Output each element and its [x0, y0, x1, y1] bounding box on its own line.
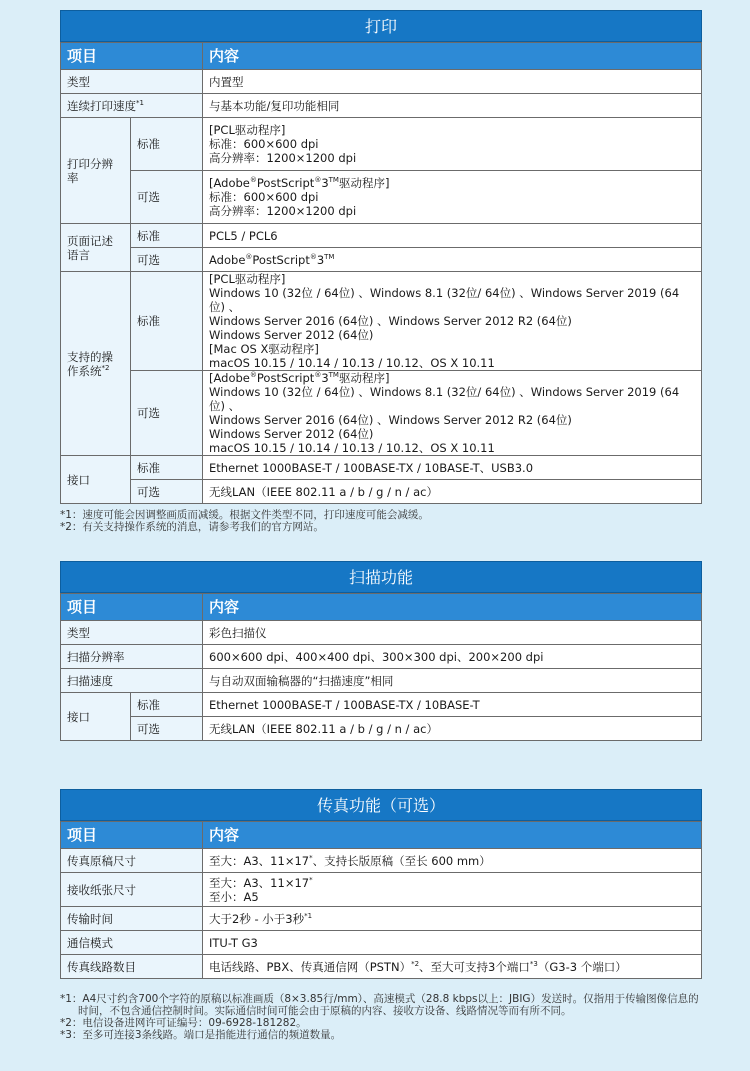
standard-label: 标准	[131, 118, 203, 171]
table-row	[61, 70, 702, 94]
optional-label: 可选	[131, 171, 203, 224]
header-item: 项目	[61, 43, 203, 70]
footnote: *1：速度可能会因调整画质而减缓。根据文件类型不同，打印速度可能会减缓。	[60, 509, 429, 521]
table-row	[61, 717, 702, 741]
footnote: *3：至多可连接3条线路。端口是指能进行通信的频道数量。	[60, 1029, 342, 1041]
table-row	[61, 272, 702, 371]
table-row	[61, 931, 702, 955]
standard-label: 标准	[131, 272, 203, 371]
table-row	[61, 371, 702, 456]
print-section-title: 打印	[60, 10, 702, 42]
comm-mode-label: 通信模式	[61, 931, 203, 955]
print-resolution-label: 打印分辨率	[61, 118, 131, 224]
table-row	[61, 248, 702, 272]
interface-label: 接口	[61, 456, 131, 504]
print-resolution-optional: [Adobe®PostScript®3™驱动程序] 标准：600×600 dpi 高分辨率：1200×1200 dpi	[203, 171, 702, 224]
scan-section	[60, 561, 702, 741]
speed-value: 与基本功能/复印功能相同	[203, 94, 702, 118]
table-row	[61, 224, 702, 248]
footnote: *2：电信设备进网许可证编号：09-6928-181282。	[60, 1017, 307, 1029]
table-header-row	[61, 822, 702, 849]
print-spec-table	[60, 42, 702, 504]
header-content: 内容	[203, 822, 702, 849]
table-row	[61, 480, 702, 504]
table-row	[61, 171, 702, 224]
standard-label: 标准	[131, 693, 203, 717]
scan-speed-label: 扫描速度	[61, 669, 203, 693]
pdl-standard: PCL5 / PCL6	[203, 224, 702, 248]
fax-lines-label: 传真线路数目	[61, 955, 203, 979]
interface-optional: 无线LAN（IEEE 802.11 a / b / g / n / ac）	[203, 717, 702, 741]
interface-optional: 无线LAN（IEEE 802.11 a / b / g / n / ac）	[203, 480, 702, 504]
type-label: 类型	[61, 70, 203, 94]
table-row	[61, 118, 702, 171]
transmission-time-label: 传输时间	[61, 907, 203, 931]
print-notes	[60, 509, 710, 533]
table-row	[61, 955, 702, 979]
fax-section	[60, 789, 702, 979]
os-label: 支持的操作系统$^{*2}$	[61, 272, 131, 456]
fax-spec-table	[60, 821, 702, 979]
fax-lines-value: 电话线路、PBX、传真通信网（PSTN）$^{*2}$、至大可支持3个端口$^{*3}$（G3-3 个端口）	[203, 955, 702, 979]
footnote: *1：A4尺寸约含700个字符的原稿以标准画质（8×3.85行/mm）、高速模式（28.8 kbps以上：JBIG）发送时。仅指用于传输图像信息的	[60, 993, 699, 1005]
speed-label: 连续打印速度$^{*1}$	[61, 94, 203, 118]
print-section	[60, 10, 702, 504]
standard-label: 标准	[131, 224, 203, 248]
fax-notes	[60, 993, 710, 1041]
header-content: 内容	[203, 43, 702, 70]
optional-label: 可选	[131, 480, 203, 504]
standard-label: 标准	[131, 456, 203, 480]
table-row	[61, 456, 702, 480]
optional-label: 可选	[131, 371, 203, 456]
fax-original-size-value: 至大：A3、11×17*、支持长版原稿（至长 600 mm）	[203, 849, 702, 873]
comm-mode-value: ITU-T G3	[203, 931, 702, 955]
os-optional: [Adobe®PostScript®3™驱动程序] Windows 10 (32位 / 64位) 、Windows 8.1 (32位/ 64位) 、Windows Server 2019 (64位) 、 Windows Server 2016 (64位) 、Windows Server 2012 R2 (64位) Windows Server 2012 (64位) macOS 10.15 / 10.14 / 10.13 / 10.12、OS X 10.11	[203, 371, 702, 456]
table-row	[61, 94, 702, 118]
type-label: 类型	[61, 621, 203, 645]
fax-original-size-label: 传真原稿尺寸	[61, 849, 203, 873]
os-standard: [PCL驱动程序] Windows 10 (32位 / 64位) 、Windows 8.1 (32位/ 64位) 、Windows Server 2019 (64位) 、 Windows Server 2016 (64位) 、Windows Server 2012 R2 (64位) Windows Server 2012 (64位) [Mac OS X驱动程序] macOS 10.15 / 10.14 / 10.13 / 10.12、OS X 10.11	[203, 272, 702, 371]
header-item: 项目	[61, 594, 203, 621]
scan-resolution-label: 扫描分辨率	[61, 645, 203, 669]
pdl-optional: Adobe®PostScript®3™	[203, 248, 702, 272]
header-item: 项目	[61, 822, 203, 849]
table-row	[61, 621, 702, 645]
receive-paper-size-label: 接收纸张尺寸	[61, 873, 203, 907]
interface-label: 接口	[61, 693, 131, 741]
table-header-row	[61, 43, 702, 70]
scan-resolution-value: 600×600 dpi、400×400 dpi、300×300 dpi、200×200 dpi	[203, 645, 702, 669]
scan-speed-value: 与自动双面输稿器的“扫描速度”相同	[203, 669, 702, 693]
pdl-label: 页面记述语言	[61, 224, 131, 272]
table-row	[61, 907, 702, 931]
header-content: 内容	[203, 594, 702, 621]
optional-label: 可选	[131, 248, 203, 272]
interface-standard: Ethernet 1000BASE-T / 100BASE-TX / 10BASE-T	[203, 693, 702, 717]
table-row	[61, 693, 702, 717]
table-header-row	[61, 594, 702, 621]
table-row	[61, 669, 702, 693]
fax-section-title: 传真功能（可选）	[60, 789, 702, 821]
type-value: 内置型	[203, 70, 702, 94]
table-row	[61, 849, 702, 873]
optional-label: 可选	[131, 717, 203, 741]
transmission-time-value: 大于2秒 - 小于3秒$^{*1}$	[203, 907, 702, 931]
table-row	[61, 873, 702, 907]
footnote: *2：有关支持操作系统的消息，请参考我们的官方网站。	[60, 521, 324, 533]
footnote: 时间，不包含通信控制时间。实际通信时间可能会由于原稿的内容、接收方设备、线路情况等而有所不同。	[78, 1005, 572, 1017]
scan-section-title: 扫描功能	[60, 561, 702, 593]
interface-standard: Ethernet 1000BASE-T / 100BASE-TX / 10BASE-T、USB3.0	[203, 456, 702, 480]
table-row	[61, 645, 702, 669]
type-value: 彩色扫描仪	[203, 621, 702, 645]
receive-paper-size-value: 至大：A3、11×17* 至小：A5	[203, 873, 702, 907]
scan-spec-table	[60, 593, 702, 741]
print-resolution-standard: [PCL驱动程序] 标准：600×600 dpi 高分辨率：1200×1200 dpi	[203, 118, 702, 171]
